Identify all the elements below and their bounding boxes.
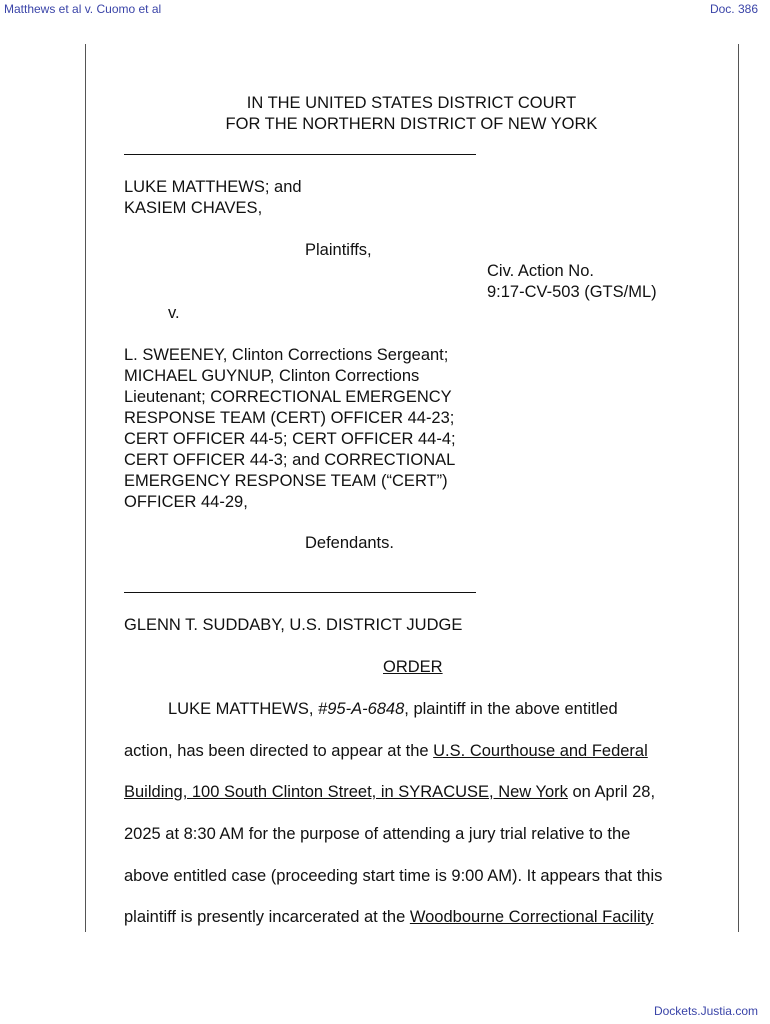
plaintiff-line1: LUKE MATTHEWS; and <box>124 178 302 196</box>
court-name-line2: FOR THE NORTHERN DISTRICT OF NEW YORK <box>225 115 598 133</box>
defendants-role: Defendants. <box>305 534 394 552</box>
body-line-3 <box>124 782 655 803</box>
body-line-4: 2025 at 8:30 AM for the purpose of attending a jury trial relative to the <box>124 825 631 843</box>
courthouse-address: Building, 100 South Clinton Street, in SYRACUSE, New York <box>124 783 568 801</box>
body-line-6 <box>124 907 654 928</box>
body-text: plaintiff is presently incarcerated at the <box>124 908 410 926</box>
body-line-2 <box>124 741 648 762</box>
plaintiffs-role: Plaintiffs, <box>305 241 372 259</box>
body-line-1 <box>168 699 618 720</box>
order-title: ORDER <box>383 658 443 676</box>
inmate-id: #95-A-6848 <box>318 700 405 718</box>
body-text: LUKE MATTHEWS, <box>168 700 319 718</box>
body-text: action, has been directed to appear at the <box>124 742 434 760</box>
defendant-line: Lieutenant; CORRECTIONAL EMERGENCY <box>124 388 452 406</box>
court-name-line1: IN THE UNITED STATES DISTRICT COURT <box>246 94 577 112</box>
defendant-line: MICHAEL GUYNUP, Clinton Corrections <box>124 367 420 385</box>
civil-action-number: 9:17-CV-503 (GTS/ML) <box>487 283 657 301</box>
civil-action-label: Civ. Action No. <box>487 262 594 280</box>
defendant-line: CERT OFFICER 44-3; and CORRECTIONAL <box>124 451 456 469</box>
judge-name: GLENN T. SUDDABY, U.S. DISTRICT JUDGE <box>124 616 463 634</box>
defendant-line: OFFICER 44-29, <box>124 493 248 511</box>
defendant-line: L. SWEENEY, Clinton Corrections Sergeant; <box>124 346 449 364</box>
doc-number-link[interactable]: Doc. 386 <box>709 2 758 16</box>
right-margin-line <box>738 44 739 932</box>
caption-rule-bottom <box>124 592 476 593</box>
courthouse-location: U.S. Courthouse and Federal <box>433 742 648 760</box>
plaintiff-line2: KASIEM CHAVES, <box>124 199 263 217</box>
left-margin-line <box>85 44 86 932</box>
caption-rule-top <box>124 154 476 155</box>
body-text: , plaintiff in the above entitled <box>404 700 618 718</box>
facility-name: Woodbourne Correctional Facility <box>409 908 654 926</box>
case-name-link[interactable]: Matthews et al v. Cuomo et al <box>4 2 162 16</box>
versus: v. <box>168 304 180 322</box>
justia-footer-link[interactable]: Dockets.Justia.com <box>653 1004 758 1018</box>
body-text: on April 28, <box>567 783 656 801</box>
defendant-line: EMERGENCY RESPONSE TEAM (“CERT”) <box>124 472 448 490</box>
defendant-line: RESPONSE TEAM (CERT) OFFICER 44-23; <box>124 409 455 427</box>
body-line-5: above entitled case (proceeding start time is 9:00 AM). It appears that this <box>124 867 663 885</box>
defendant-line: CERT OFFICER 44-5; CERT OFFICER 44-4; <box>124 430 456 448</box>
